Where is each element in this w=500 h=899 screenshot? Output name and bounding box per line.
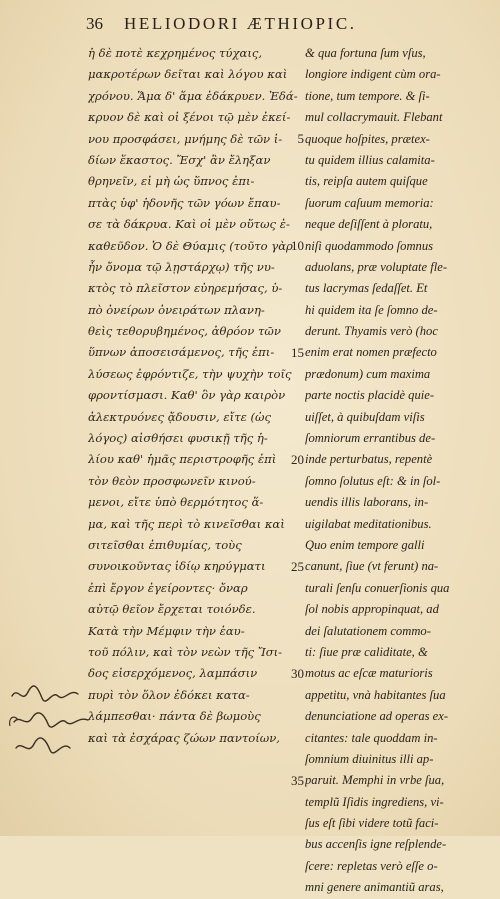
- greek-text-line: ἐπὶ ἔργον ἐγείροντες· ὄναρ: [88, 580, 248, 595]
- latin-text-line: mni genere animantiũ aras,: [305, 880, 444, 895]
- latin-text-line: tis, reipſa autem quiſque: [305, 174, 428, 189]
- latin-text-line: ſomno ſolutus eſt: & in ſol-: [305, 473, 441, 488]
- greek-text-line: μενοι, εἴτε ὑπὸ θερμότητος ἅ-: [88, 495, 264, 510]
- latin-text-line: quoque hoſpites, prætex-: [305, 131, 430, 146]
- latin-text-line: paruit. Memphi in vrbe ſua,: [305, 773, 445, 788]
- latin-text-line: niſi quodammodo ſomnus: [305, 238, 434, 253]
- greek-text-line: λύσεως ἐφρόντιζε, τὴν ψυχὴν τοῖς: [88, 366, 292, 381]
- latin-text-line: templũ Iſidis ingrediens, vi-: [305, 794, 444, 809]
- latin-text-line: derunt. Thyamis verò (hoc: [305, 324, 438, 339]
- latin-text-line: dei ſalutationem commo-: [305, 623, 431, 638]
- greek-text-line: δος εἰσερχόμενος, λαμπάσιν: [88, 666, 258, 681]
- latin-text-line: motus ac eſcæ maturioris: [305, 666, 433, 681]
- page-number: 36: [86, 14, 103, 33]
- latin-text-line: tu quidem illius calamita-: [305, 152, 435, 167]
- greek-text-line: λόγος) αἰσθήσει φυσικῇ τῆς ἡ-: [88, 431, 268, 446]
- latin-text-line: longiore indigent cùm ora-: [305, 67, 441, 82]
- greek-text-line: πτὰς ὑφ' ἡδονῆς τῶν γόων ἔπαυ-: [88, 195, 281, 210]
- line-number: 25: [291, 558, 304, 574]
- greek-text-line: συνοικοῦντας ἰδίῳ κηρύγματι: [88, 559, 266, 574]
- latin-text-line: tus lacrymas ſedaſſet. Et: [305, 281, 428, 296]
- latin-text-line: bus accenſis igne reſplende-: [305, 837, 447, 852]
- line-number: 10: [291, 237, 304, 253]
- latin-text-line: ti: ſiue præ caliditate, &: [305, 644, 428, 659]
- latin-text-line: hi quidem ita ſe ſomno de-: [305, 302, 438, 317]
- latin-text-line: ſus eſt ſibi videre totũ faci-: [305, 816, 439, 831]
- greek-text-line: κρυον δὲ καὶ οἱ ξένοι τῷ μὲν ἐκεί-: [88, 110, 291, 125]
- greek-text-line: σιτεῖσθαι ἐπιθυμίας, τοὺς: [88, 537, 242, 552]
- greek-text-line: πυρὶ τὸν ὅλον ἐδόκει κατα-: [88, 687, 250, 702]
- greek-text-line: Κατὰ τὴν Μέμφιν τὴν ἑαυ-: [88, 623, 245, 638]
- latin-text-line: inde perturbatus, repentè: [305, 452, 433, 467]
- latin-text-line: mul collacrymauit. Flebant: [305, 110, 443, 125]
- greek-text-line: λάμπεσθαι· πάντα δὲ βωμοὺς: [88, 709, 261, 724]
- greek-text-line: κτὸς τὸ πλεῖστον εὐηρεμήσας, ὑ-: [88, 281, 283, 296]
- greek-text-line: μακροτέρων δεῖται καὶ λόγου καὶ: [88, 67, 288, 82]
- latin-text-line: parte noctis placidè quie-: [305, 388, 435, 403]
- line-number-margin: [280, 43, 308, 788]
- latin-text-column: [305, 43, 485, 899]
- greek-text-line: θρηνεῖν, εἰ μὴ ὡς ὕπνος ἐπι-: [88, 174, 255, 189]
- greek-text-line: φροντίσμασι. Καθ' ὃν γὰρ καιρὸν: [88, 388, 286, 403]
- line-number: 35: [291, 772, 304, 788]
- latin-text-line: uendis illis laborans, in-: [305, 495, 429, 510]
- latin-text-line: prædonum) cum maxima: [305, 366, 431, 381]
- latin-text-line: enim erat nomen præfecto: [305, 345, 437, 360]
- latin-text-line: & qua fortuna ſum vſus,: [305, 46, 426, 60]
- greek-text-line: τοῦ πόλιν, καὶ τὸν νεὼν τῆς Ἴσι-: [88, 644, 283, 659]
- greek-text-line: μα, καὶ τῆς περὶ τὸ κινεῖσθαι καὶ: [88, 516, 285, 531]
- latin-text-line: citantes: tale quoddam in-: [305, 730, 438, 745]
- latin-text-line: canunt, ſiue (vt ferunt) na-: [305, 559, 439, 574]
- latin-text-line: uiſſet, à quibuſdam viſis: [305, 409, 425, 424]
- greek-text-line: καθεῦδον. Ὁ δὲ Θύαμις (τοῦτο γὰρ: [88, 238, 293, 253]
- latin-text-line: uigilabat meditationibus.: [305, 516, 432, 531]
- line-number: 15: [291, 344, 304, 360]
- greek-text-line: ὕπνων ἀποσεισάμενος, τῆς ἐπι-: [88, 345, 275, 360]
- handwriting-scribble-icon: [8, 678, 98, 768]
- latin-text-line: turali ſenſu conuerſionis qua: [305, 580, 450, 595]
- latin-text-line: ſol nobis appropinquat, ad: [305, 602, 439, 617]
- greek-text-line: σε τὰ δάκρυα. Καὶ οἱ μὲν οὕτως ἐ-: [88, 217, 290, 232]
- greek-text-line: νου προσφάσει, μνήμης δὲ τῶν ἰ-: [88, 131, 283, 146]
- greek-text-line: καὶ τὰ ἐσχάρας ζώων παντοίων,: [88, 730, 280, 745]
- latin-text-line: appetitu, vnà habitantes ſua: [305, 687, 446, 702]
- greek-text-line: δίων ἕκαστος. Ἔσχ' ἂν ἔληξαν: [88, 152, 271, 167]
- greek-text-column: [88, 43, 310, 749]
- greek-text-line: χρόνου. Ἅμα δ' ἅμα ἐδάκρυεν. Ἐδά-: [88, 88, 298, 103]
- greek-text-line: πὸ ὀνείρων ὀνειράτων πλανη-: [88, 302, 265, 317]
- latin-text-line: neque deſiſſent à ploratu,: [305, 217, 433, 232]
- latin-text-line: ſcere: repletas verò eſſe o-: [305, 858, 438, 873]
- greek-text-line: λίου καθ' ἡμᾶς περιστροφῆς ἐπὶ: [88, 452, 277, 467]
- greek-text-line: ἡ δὲ ποτὲ κεχρημένος τύχαις,: [88, 46, 263, 60]
- line-number: 20: [291, 451, 304, 467]
- latin-text-line: aduolans, præ voluptate fle-: [305, 259, 448, 274]
- greek-text-line: ἦν ὄνομα τῷ λῃστάρχῳ) τῆς νυ-: [88, 259, 275, 274]
- latin-text-line: ſomniorum errantibus de-: [305, 431, 436, 446]
- running-head: HELIODORI ÆTHIOPIC.: [124, 14, 357, 33]
- latin-text-line: Quo enim tempore galli: [305, 537, 425, 552]
- line-number: 30: [291, 665, 304, 681]
- latin-text-line: ſuorum caſuum memoria:: [305, 195, 434, 210]
- greek-text-line: ἀλεκτρυόνες ᾄδουσιν, εἴτε (ὡς: [88, 409, 271, 424]
- handwritten-annotation: [8, 678, 98, 768]
- latin-text-line: ſomnium diuinitus illi ap-: [305, 751, 434, 766]
- page-header: [0, 12, 500, 40]
- greek-text-line: τὸν θεὸν προσφωνεῖν κινού-: [88, 473, 256, 488]
- greek-text-line: αὐτῷ θεῖον ἔρχεται τοιόνδε.: [88, 602, 256, 617]
- latin-text-line: tione, tum tempore. & ſi-: [305, 88, 430, 103]
- greek-text-line: θεὶς τεθορυβημένος, ἀθρόον τῶν: [88, 324, 281, 339]
- latin-text-line: denunciatione ad operas ex-: [305, 709, 449, 724]
- line-number: 5: [297, 130, 304, 146]
